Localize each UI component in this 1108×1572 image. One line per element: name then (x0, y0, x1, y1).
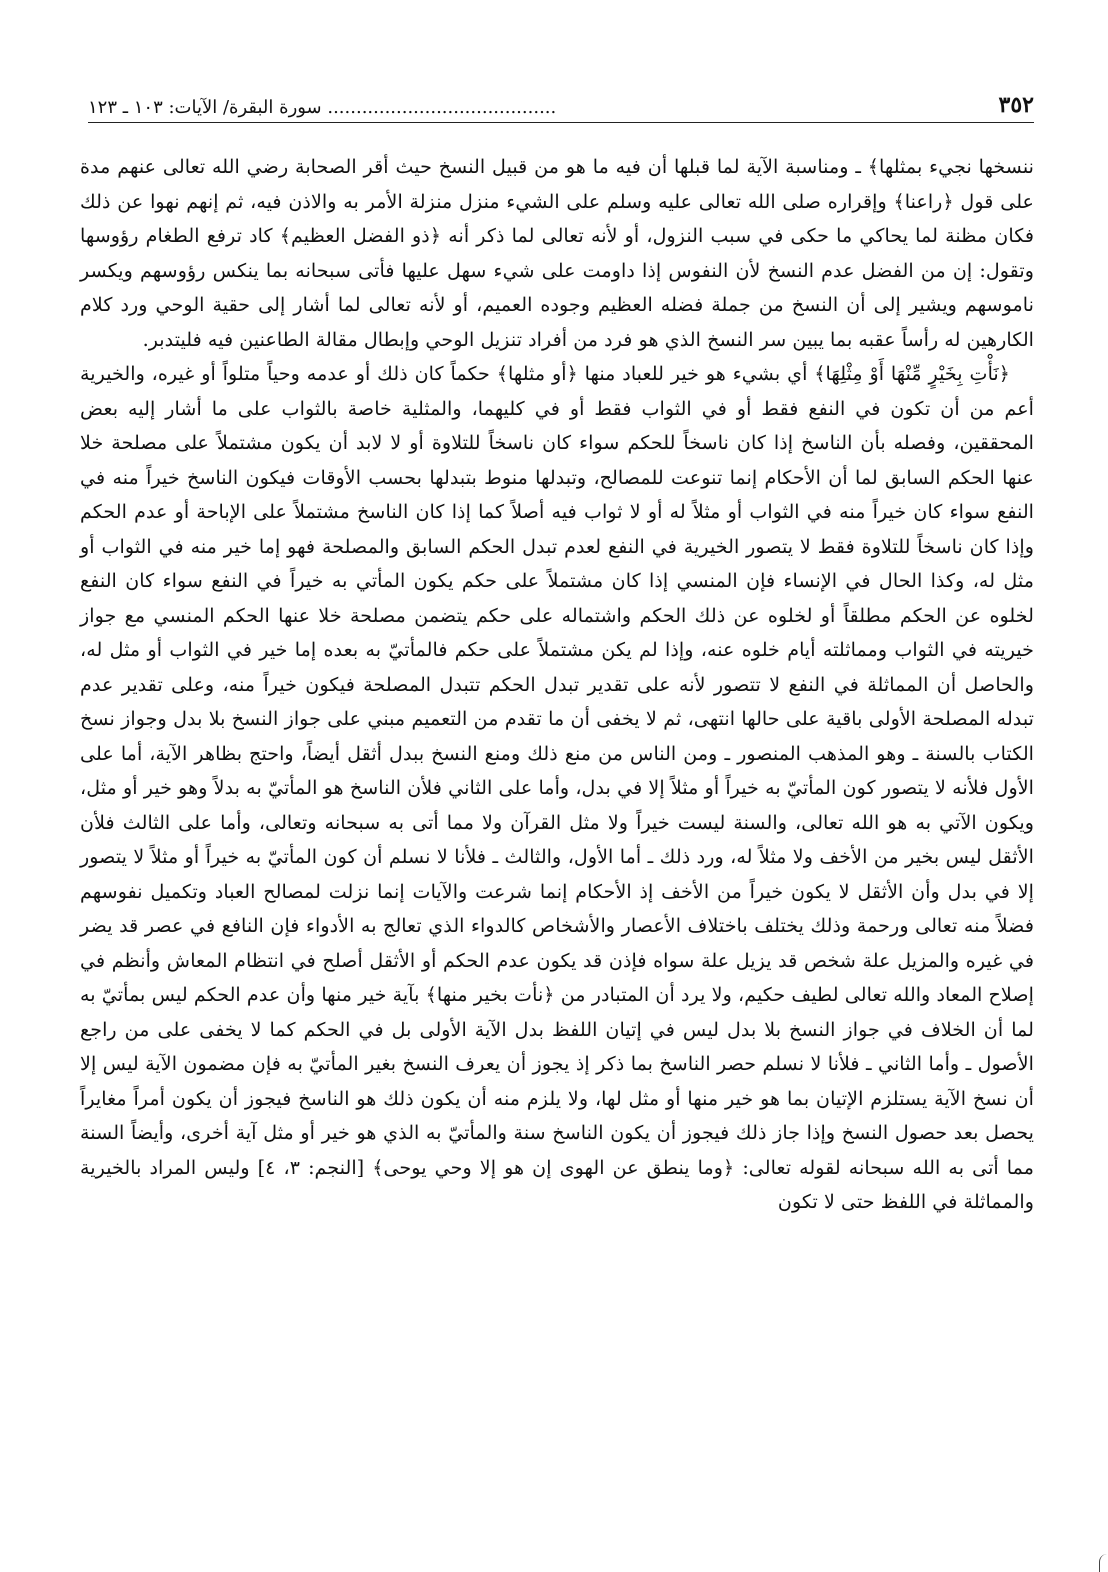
paragraph: ﴿نَأْتِ بِخَيْرٍ مِّنْهَا أَوْ مِثْلِهَا﴾ أي بشيء هو خير للعباد منها ﴿أو مثلها﴾ حكماً كان ذلك أو عدمه وحياً متلواً أو غيره، والخيرية أعم من أن تكون في النفع فقط أو في الثواب فقط أو في كليهما، والمثلية خاصة بالثواب على ما أشار إليه بعض المحققين، وفصله بأن الناسخ إذا كان ناسخاً للحكم سواء كان ناسخاً للتلاوة أو لا لابد أن يكون مشتملاً على مصلحة خلا عنها الحكم السابق لما أن الأحكام إنما تنوعت للمصالح، وتبدلها منوط بتبدلها بحسب الأوقات فيكون الناسخ خيراً منه في النفع سواء كان خيراً منه في الثواب أو مثلاً له أو لا ثواب فيه أصلاً كما إذا كان الناسخ مشتملاً على الإباحة أو عدم الحكم وإذا كان ناسخاً للتلاوة فقط لا يتصور الخيرية في النفع لعدم تبدل الحكم السابق والمصلحة فهو إما خير منه في الثواب أو مثل له، وكذا الحال في الإنساء فإن المنسي إذا كان مشتملاً على حكم يكون المأتي به خيراً في النفع سواء كان النفع لخلوه عن الحكم مطلقاً أو لخلوه عن ذلك الحكم واشتماله على حكم يتضمن مصلحة خلا عنها الحكم المنسي مع جواز خيريته في الثواب ومماثلته أيام خلوه عنه، وإذا لم يكن مشتملاً على حكم فالمأتيّ به بعده إما خير في الثواب أو مثل له، والحاصل أن المماثلة في النفع لا تتصور لأنه على تقدير تبدل الحكم تتبدل المصلحة فيكون خيراً منه، وعلى تقدير عدم تبدله المصلحة الأولى باقية على حالها انتهى، ثم لا يخفى أن ما تقدم من التعميم مبني على جواز النسخ بلا بدل وجواز نسخ الكتاب بالسنة ـ وهو المذهب المنصور ـ ومن الناس من منع ذلك ومنع النسخ ببدل أثقل أيضاً، واحتج بظاهر الآية، أما على الأول فلأنه لا يتصور كون المأتيّ به خيراً أو مثلاً إلا في بدل، وأما على الثاني فلأن الناسخ هو المأتيّ به بدلاً وهو خير أو مثل، ويكون الآتي به هو الله تعالى، والسنة ليست خيراً ولا مثل القرآن ولا مما أتى به سبحانه وتعالى، وأما على الثالث فلأن الأثقل ليس بخير من الأخف ولا مثلاً له، ورد ذلك ـ أما الأول، والثالث ـ فلأنا لا نسلم أن كون المأتيّ به خيراً أو مثلاً لا يتصور إلا في بدل وأن الأثقل لا يكون خيراً من الأخف إذ الأحكام إنما شرعت والآيات إنما نزلت لمصالح العباد وتكميل نفوسهم فضلاً منه تعالى ورحمة وذلك يختلف باختلاف الأعصار والأشخاص كالدواء الذي تعالج به الأدواء فإن النافع في عصر قد يضر في غيره والمزيل علة شخص قد يزيل علة سواه فإذن قد يكون عدم الحكم أو الأثقل أصلح في انتظام المعاش وأنظم في إصلاح المعاد والله تعالى لطيف حكيم، ولا يرد أن المتبادر من ﴿نأت بخير منها﴾ بآية خير منها وأن عدم الحكم ليس بمأتيّ به لما أن الخلاف في جواز النسخ بلا بدل ليس في إتيان اللفظ بدل الآية الأولى بل في الحكم كما لا يخفى على من راجع الأصول ـ وأما الثاني ـ فلأنا لا نسلم حصر الناسخ بما ذكر إذ يجوز أن يعرف النسخ بغير المأتيّ به فإن مضمون الآية ليس إلا أن نسخ الآية يستلزم الإتيان بما هو خير منها أو مثل لها، ولا يلزم منه أن يكون ذلك هو الناسخ فيجوز أن يكون أمراً مغايراً يحصل بعد حصول النسخ وإذا جاز ذلك فيجوز أن يكون الناسخ سنة والمأتيّ به الذي هو خير أو مثل آية أخرى، وأيضاً السنة مما أتى به الله سبحانه لقوله تعالى: ﴿وما ينطق عن الهوى إن هو إلا وحي يوحى﴾ [النجم: ٣، ٤] وليس المراد بالخيرية والمماثلة في اللفظ حتى لا تكون (80, 362, 1035, 1213)
paragraph: ننسخها نجيء بمثلها﴾ ـ ومناسبة الآية لما قبلها أن فيه ما هو من قبيل النسخ حيث أقر الصحابة رضي الله تعالى عنهم مدة على قول ﴿راعنا﴾ وإقراره صلى الله تعالى عليه وسلم على الشيء منزل منزلة الأمر به والاذن فيه، ثم إنهم نهوا عن ذلك فكان مظنة لما يحاكي ما حكى في سبب النزول، أو لأنه تعالى لما ذكر أنه ﴿ذو الفضل العظيم﴾ كاد ترفع الطغام رؤوسها وتقول: إن من الفضل عدم النسخ لأن النفوس إذا داومت على شيء سهل عليها فأتى سبحانه بما ينكس رؤوسهم ويكسر ناموسهم ويشير إلى أن النسخ من جملة فضله العظيم وجوده العميم، أو لأنه تعالى لما أشار إلى حقية الوحي ورد كلام الكارهين له رأساً عقبه بما يبين سر النسخ الذي هو فرد من أفراد تنزيل الوحي وإبطال مقالة الطاعنين فيه فليتدبر. (80, 155, 1034, 351)
running-title: ........................................ سورة البقرة/ الآيات: ١٠٣ ـ ١٢٣ (88, 97, 557, 118)
page-number: ٣٥٢ (998, 92, 1034, 118)
scan-edge-mark (1099, 1554, 1108, 1572)
body-text (80, 150, 1034, 1220)
page-header (88, 82, 1034, 123)
